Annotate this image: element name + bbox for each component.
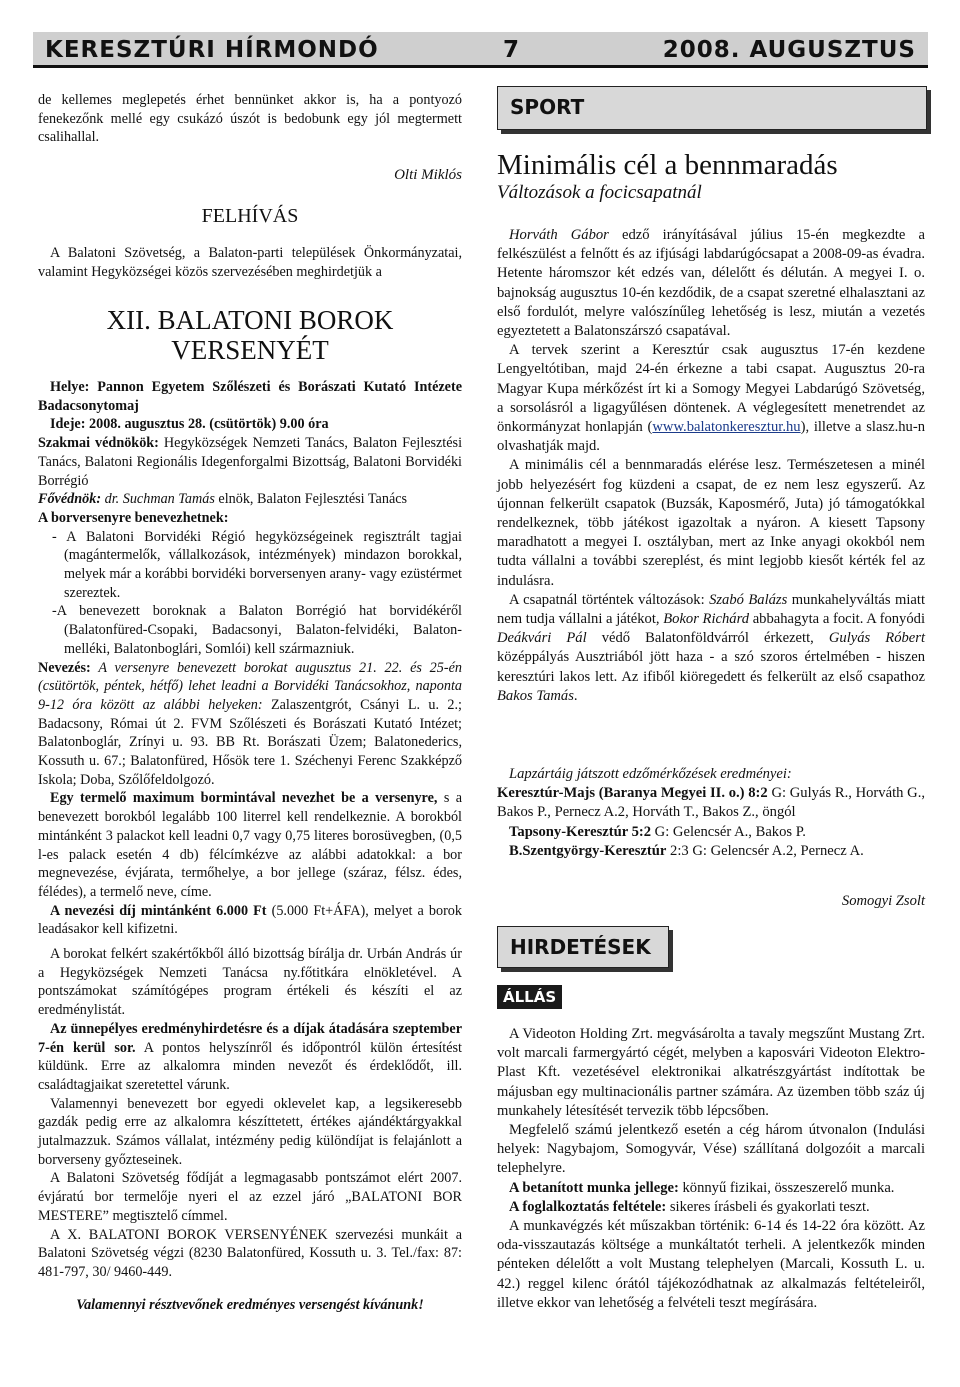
contest-date: Ideje: 2008. augusztus 28. (csütörtök) 9.00 óra: [50, 416, 329, 433]
announcement-intro: A Balatoni Szövetség, a Balaton-parti települések Önkormányzatai, valamint Hegyközségei közös szervezésében meghirdetjük a: [38, 245, 462, 280]
job-tag: ÁLLÁS: [497, 985, 562, 1009]
match-3: B.Szentgyörgy-Keresztúr 2:3 G: Gelencsér A.2, Pernecz A.: [509, 842, 864, 859]
sport-section-header: [497, 86, 927, 130]
results-heading: Lapzártáig játszott edzőmérkőzések eredményei:: [509, 766, 792, 782]
sport-subheadline: Változások a focicsapatnál: [497, 182, 702, 203]
judging: A borokat felkért szakértőkből álló bizottság bírálja dr. Urbán András úr a Hegyközségek Nemzeti Tanácsa ny.főtitkára elnökletével. A pontszámokat számítógépes program értékeli és készíti el az eredménylistát.: [38, 946, 462, 1019]
felhivas-heading: FELHÍVÁS: [201, 205, 299, 227]
match-1: Keresztúr-Majs (Baranya Megyei II. o.) 8:2 G: Gulyás R., Horváth G., Bakos P., Pernecz A.2, Horváth T., Bakos Z., öngól: [497, 785, 925, 821]
sport-article: [497, 226, 925, 706]
eligibility-item-1: - A Balatoni Borvidéki Régió hegyközségeinek regisztrált tagjai (magántermelők, vállalkozások, intézmények) mindazon borokkal, melyek már a korábbi borvidéki borversenyen arany- vagy ezüstérmet szereztek.: [52, 528, 462, 601]
article-p2: A tervek szerint a Keresztúr csak augusztus 17-én kezdene Lengyeltótiban, majd 24-én érkezne a tabi csapat. Augusztus 20-ra Magyar Kupa mérkőzést írt ki a Somogy Megyei Labdarúgó Szövetség, a sorsolásról a ligagyűlésen döntenek. A véglegesített menetrendet az önkormányzat honlapján (www.balatonkeresztur.hu), illetve a slasz.hu-n olvashatják majd.: [497, 342, 926, 455]
patrons: Szakmai védnökök: Hegyközségek Nemzeti Tanács, Balaton Fejlesztési Tanács, Balatoni Regionális Idegenforgalmi Bizottság, Balatoni Borvidéki Borrégió: [38, 435, 463, 489]
article-p3: A minimális cél a bennmaradás elérése lesz. Természetesen a minél jobb helyezésért fog küzdeni a csapat, de ez nem lesz egyszerű. Az újonnan felkerült csapatok (Buzsák, Kaposmérő, Juta) jó támogatókkal rendelkeznek, több játékost igazoltak a nyáron. A kiesett Tapsony maradhatott a megyei I. osztályban, mert az Inke anyagi okokból nem tudta vállalni a további szereplést, és mint legjobb kiesőt kérték fel az indulásra.: [497, 457, 925, 589]
grand-prize: A Balatoni Szövetség fődíját a legmagasabb pontszámot elért 2007. évjáratú bor termelője nyeri el az ezzel járó „BALATONI BOR MESTERE” megtisztelő címmel.: [38, 1170, 462, 1224]
closing-wish: Valamennyi résztvevőnek eredményes versengést kívánunk!: [76, 1297, 424, 1313]
issue-date: 2008. AUGUSZTUS: [662, 37, 916, 63]
intro-paragraph: de kellemes meglepetés érhet bennünket akkor is, ha a pontyozó fenekezőnk mellé egy csukázó úszót is bedobunk egy jól megtermett csalihallal.: [38, 92, 462, 146]
ad-p3: A betanított munka jellege: könnyű fizikai, összeszerelő munka.: [509, 1179, 895, 1196]
ad-p1: A Videoton Holding Zrt. megvásárolta a tavaly megszűnt Mustang Zrt. volt marcali farmergyártó cégét, melyben a kaposvári Videoton Elektro-Plast Kft. vezetésével elektronikai alkatrészgyártást indítottak be májusban egy multinacionális partner számára. Az üzemben több száz új munkahely létesítését tervezik több lépcsőben.: [497, 1026, 925, 1119]
diplomas: Valamennyi benevezett bor egyedi oklevelet kap, a legsikeresebb gazdák pedig erre az alkalomra készíttetett, értékes ajándéktárgyakkal jutalmazzuk. Számos vállalat, intézmény pedig különdíjat is felajánlott a borverseny győzteseinek.: [38, 1095, 462, 1168]
author-olti: Olti Miklós: [394, 167, 462, 183]
ad-p2: Megfelelő számú jelentkező esetén a cég három útvonalon (Indulási helyek: Nagybajom, Somogyvár, Vése) szállítaná dolgozóit a marcali telephelyre.: [497, 1122, 925, 1177]
ads-label: HIRDETÉSEK: [510, 935, 651, 959]
contest-title-line1: XII. BALATONI BOROK: [106, 305, 394, 335]
newspaper-title: KERESZTÚRI HÍRMONDÓ: [45, 37, 379, 63]
author-somogyi: Somogyi Zsolt: [841, 893, 925, 909]
ad-p4: A foglalkoztatás feltétele: sikeres írásbeli és gyakorlati teszt.: [509, 1198, 870, 1215]
main-patron: Fővédnök: dr. Suchman Tamás elnök, Balaton Fejlesztési Tanács: [38, 491, 408, 508]
contest-details: [38, 378, 462, 939]
contest-title-line2: VERSENYÉT: [171, 335, 329, 365]
ad-p5: A munkavégzés két műszakban történik: 6-14 és 14-22 óra között. Az oda-visszautazás költsége a munkáltatót terheli. A jelentkezők minden pénteken délelőtt a volt Mustang telephelyen (Marcali, Kossuth L. u. 42.) reggel kilenc órától tájékozódhatnak az alkalmazás feltételeiről, illetve ekkor van lehetőség a felvételi teszt megírására.: [497, 1218, 925, 1311]
organizer: A X. BALATONI BOROK VERSENYÉNEK szervezési munkáit a Balatoni Szövetség végzi (8230 Balatonfüred, Kossuth u. 3. Tel./fax: 87: 481-797, 30/ 9460-449.: [38, 1226, 462, 1280]
eligibility-heading: A borversenyre benevezhetnek:: [38, 509, 229, 526]
entry-fee: A nevezési díj mintánként 6.000 Ft (5.000 Ft+ÁFA), melyet a borok leadásakor kell kifizetni.: [38, 902, 462, 938]
sport-headline: Minimális cél a bennmaradás: [497, 149, 838, 181]
judging-section: [38, 945, 462, 1282]
page-number: 7: [503, 37, 521, 63]
sport-label: SPORT: [510, 95, 585, 119]
eligibility-item-2: -A benevezett boroknak a Balaton Borrégió hat borvidékéről (Balatonfüred-Csopaki, Badacsonyi, Balaton-felvidéki, Balaton-melléki, Balatonboglári, Somlói) kell származniuk.: [52, 603, 462, 657]
entry-info: Nevezés: A versenyre benevezett borokat augusztus 21. 22. és 25-én (csütörtök, péntek, hétfő) lehet leadni a Borvidéki Tanácsokhoz, naponta 9-12 óra között az alábbi helyeken: Zalaszentgrót, Csányi L. u. 2.; Badacsony, Római út 2. FVM Szőlészeti és Borászati Kutató Intézet; Balatonboglár, Zrínyi u. 93. BB Rt. Borászati Üzem; Balatonederics, Kossuth u. 67.; Balatonfüred, Hősök tere 1. Széchenyi Ferenc Szakképző Iskola; Doba, Szőlőfeldolgozó.: [38, 659, 462, 788]
article-p1: Horváth Gábor edző irányításával július 15-én megkezdte a felkészülést a felnőtt és az ifjúsági labdarúgócsapat a 2008-09-as évadra. Hetente háromszor két edzés van, délelőtt és délután. A megyei I. o. bajnokság augusztus 10-én kezdődik, de a csapat szeretné elhalasztani az első fordulót, melyre valószínűleg lehetőség is lesz, miután a vezetés egyeztetett a Balatonszárszó csapatával.: [497, 227, 925, 340]
match-2: Tapsony-Keresztúr 5:2 G: Gelencsér A., Bakos P.: [509, 823, 806, 840]
page-header: [33, 32, 928, 68]
website-link[interactable]: www.balatonkeresztur.hu: [652, 419, 801, 436]
match-results: [497, 765, 925, 861]
ceremony: Az ünnepélyes eredményhirdetésre és a díjak átadására szeptember 7-én kerül sor. A pontos helyszínről és időpontról külön értesítést küldünk. Erre az alkalomra minden nevezőt és érdeklődőt, ill. családtagjaikat szeretettel várunk.: [38, 1020, 462, 1093]
ads-section-header: [497, 926, 669, 968]
producer-limit: Egy termelő maximum bormintával nevezhet be a versenyre, s a benevezett borokból legalább 100 literrel kell rendelkeznie. A borokból mintánként 3 palackot kell leadni 0,7 vagy 0,75 literes borosüvegben, (0,5 l-es palack esetén 4 db) félcímkézve az alábbi adatokkal: a bor megnevezése, évjárata, termőhelye, a bor jellege (száraz, félsz. édes, félédes), a termelő neve, címe.: [38, 790, 462, 900]
contest-location: Helye: Pannon Egyetem Szőlészeti és Borászati Kutató Intézete Badacsonytomaj: [38, 379, 462, 414]
job-ad: [497, 1025, 925, 1313]
article-p4: A csapatnál történtek változások: Szabó Balázs munkahelyváltás miatt nem tudja vállalni a játékot, Bokor Richárd abbahagyta a focit. A fonyódi Deákvári Pál védő Balatonföldvárról érkezett, Gulyás Róbert középpályás Ausztriából jött haza - a szó szoros értelmében - hiszen keresztúri lakos lett. Az ifiből kiöregedett és felkerült az első csapathoz Bakos Tamás.: [497, 591, 926, 704]
